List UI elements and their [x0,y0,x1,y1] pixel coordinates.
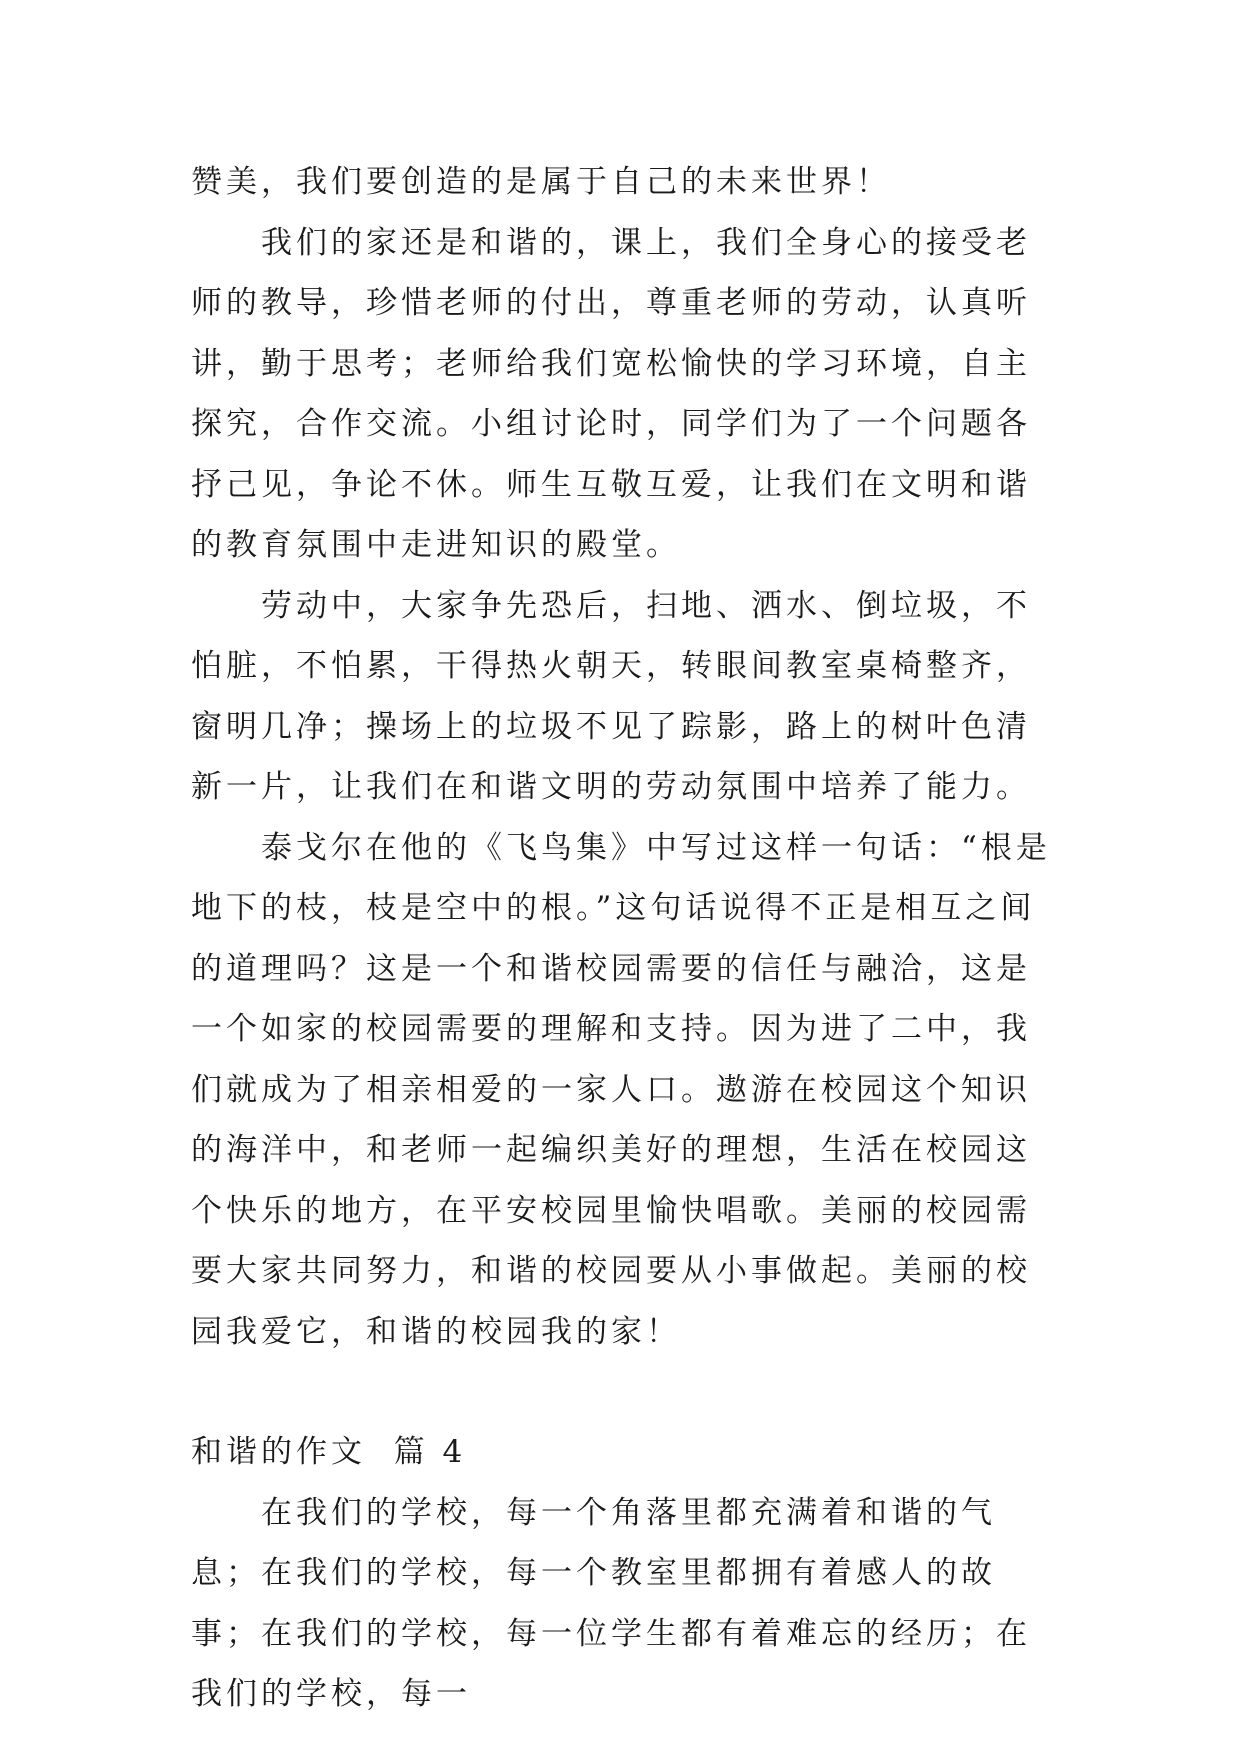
document-body [191,152,1051,1725]
paragraph-1: 赞美，我们要创造的是属于自己的未来世界！ [191,164,891,200]
paragraph-5: 在我们的学校，每一个角落里都充满着和谐的气息；在我们的学校，每一个教室里都拥有着感人的故事；在我们的学校，每一位学生都有着难忘的经历；在我们的学校，每一 [191,1494,1031,1712]
paragraph-4: 泰戈尔在他的《飞鸟集》中写过这样一句话：“根是地下的枝，枝是空中的根。”这句话说得不正是相互之间的道理吗？这是一个和谐校园需要的信任与融洽，这是一个如家的校园需要的理解和支持。因为进了二中，我们就成为了相亲相爱的一家人口。遨游在校园这个知识的海洋中，和老师一起编织美好的理想，生活在校园这个快乐的地方，在平安校园里愉快唱歌。美丽的校园需要大家共同努力，和谐的校园要从小事做起。美丽的校园我爱它，和谐的校园我的家！ [191,829,1051,1350]
section-heading: 和谐的作文 篇 4 [191,1434,467,1470]
paragraph-2: 我们的家还是和谐的，课上，我们全身心的接受老师的教导，珍惜老师的付出，尊重老师的劳动，认真听讲，勤于思考；老师给我们宽松愉快的学习环境，自主探究，合作交流。小组讨论时，同学们为了一个问题各抒己见，争论不休。师生互敬互爱，让我们在文明和谐的教育氛围中走进知识的殿堂。 [191,224,1031,563]
paragraph-3: 劳动中，大家争先恐后，扫地、洒水、倒垃圾，不怕脏，不怕累，干得热火朝天，转眼间教室桌椅整齐，窗明几净；操场上的垃圾不见了踪影，路上的树叶色清新一片，让我们在和谐文明的劳动氛围中培养了能力。 [191,587,1031,805]
